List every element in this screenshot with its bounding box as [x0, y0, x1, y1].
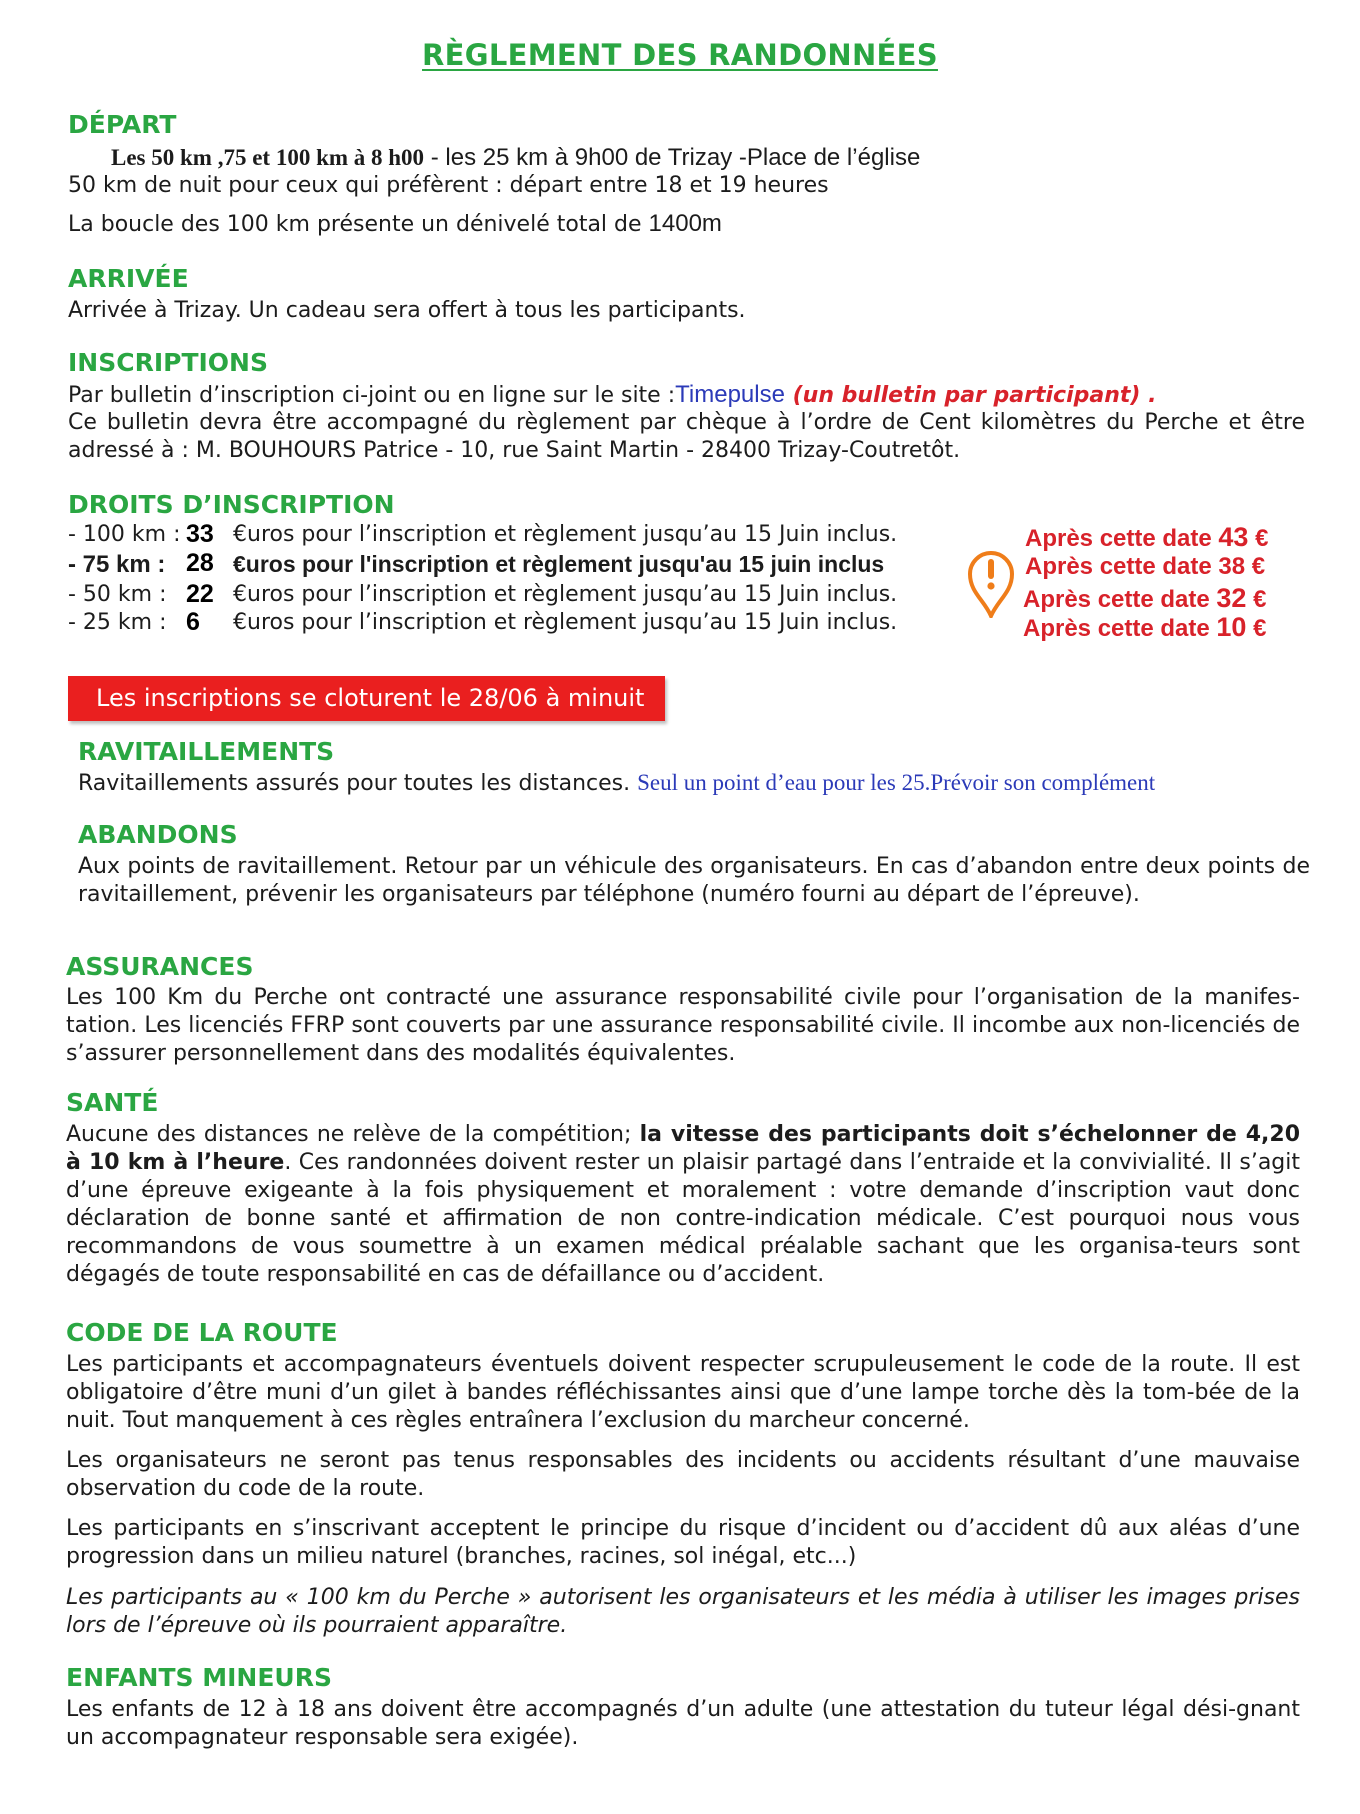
- section-heading-droits: DROITS D’INSCRIPTION: [68, 490, 395, 519]
- sante-speed-note: la vitesse des participants doit s’échelonner de 4,20 à 10 km à l’heure: [66, 1122, 1300, 1175]
- late-fee-currency: €: [1245, 553, 1266, 580]
- enfants-text: Les enfants de 12 à 18 ans doivent être accompagnés d’un adulte (une attestation du tuteur légal dési-gnant un accompagnateur responsable sera exigée).: [66, 1697, 1300, 1750]
- ravitaillements-water-note: Seul un point d’eau pour les 25.Prévoir son complément: [637, 770, 1156, 795]
- late-fee-currency: €: [1246, 586, 1267, 613]
- late-fee-currency: €: [1248, 525, 1269, 552]
- section-heading-abandons: ABANDONS: [78, 820, 238, 849]
- fee-distance: - 75 km :: [68, 551, 166, 578]
- section-heading-assurances: ASSURANCES: [66, 952, 254, 981]
- code-route-p3: Les participants en s’inscrivant acceptent le principe du risque d’incident ou d’accident dû aux aléas d’une progression dans un milieu naturel (branches, racines, sol inégal, etc...): [66, 1516, 1300, 1569]
- late-fee-label: Après cette date: [1023, 615, 1217, 642]
- depart-times-25km: - les 25 km à 9h00 de Trizay -Place de l’église: [424, 144, 921, 171]
- ravitaillements-text-main: Ravitaillements assurés pour toutes les distances.: [78, 771, 638, 796]
- depart-night: 50 km de nuit pour ceux qui préfèrent : départ entre 18 et 19 heures: [68, 173, 829, 198]
- fee-price: 22: [186, 580, 214, 608]
- code-route-p4: Les participants au « 100 km du Perche » autorisent les organisateurs et les média à utiliser les images prises lors de l’épreuve où ils pourraient apparaître.: [66, 1585, 1300, 1638]
- fee-distance: - 100 km :: [68, 522, 181, 547]
- code-route-p1: Les participants et accompagnateurs éventuels doivent respecter scrupuleusement le code de la route. Il est obligatoire d’être muni d’un gilet à bandes réfléchissantes ainsi que d’une lampe torche dès la tom-bée de la nuit. Tout manquement à ces règles entraînera l’exclusion du marcheur concerné.: [66, 1352, 1300, 1433]
- fee-row-100km: [68, 522, 948, 552]
- late-fee-75km: [1025, 553, 1295, 581]
- section-heading-inscriptions: INSCRIPTIONS: [68, 348, 268, 377]
- ravitaillements-text: [78, 769, 1155, 798]
- section-heading-arrivee: ARRIVÉE: [68, 264, 189, 293]
- late-fee-25km: [1023, 612, 1293, 643]
- late-fee-100km: [1025, 522, 1295, 553]
- fee-text: €uros pour l’inscription et règlement jusqu’au 15 Juin inclus.: [233, 610, 898, 635]
- deadline-banner: Les inscriptions se cloturent le 28/06 à minuit: [68, 676, 665, 721]
- inscriptions-line1: [68, 381, 1156, 410]
- fee-price: 28: [186, 549, 214, 577]
- late-fee-price: 10: [1216, 612, 1247, 642]
- exclamation-pin-icon: [966, 548, 1016, 618]
- assurances-text: Les 100 Km du Perche ont contracté une assurance responsabilité civile pour l’organisation de la manifes-tation. Les licenciés FFRP sont couverts par une assurance responsabilité civile. Il incombe aux non-licenciés de s’assurer personnellement dans des modalités équivalentes.: [66, 985, 1300, 1066]
- code-route-p2: Les organisateurs ne seront pas tenus responsables des incidents ou accidents résultant d’une mauvaise observation du code de la route.: [66, 1448, 1300, 1501]
- depart-elevation-text: La boucle des 100 km présente un dénivelé total de: [68, 212, 649, 237]
- section-heading-sante: SANTÉ: [66, 1088, 159, 1117]
- late-fee-price: 43: [1218, 522, 1249, 552]
- section-heading-enfants: ENFANTS MINEURS: [66, 1663, 332, 1692]
- fee-text: €uros pour l'inscription et règlement jusqu'au 15 juin inclus: [233, 551, 885, 577]
- page-title: RÈGLEMENT DES RANDONNÉES: [422, 38, 938, 72]
- inscriptions-line2: Ce bulletin devra être accompagné du règlement par chèque à l’ordre de Cent kilomètres du Perche et être adressé à : M. BOUHOURS Patrice - 10, rue Saint Martin - 28400 Trizay-Coutretôt.: [68, 410, 1305, 463]
- section-heading-depart: DÉPART: [68, 110, 177, 139]
- late-fee-label: Après cette date: [1025, 553, 1219, 580]
- depart-elevation: [68, 210, 722, 239]
- depart-times-main: Les 50 km ,75 et 100 km à 8 h00: [111, 145, 425, 170]
- abandons-text: Aux points de ravitaillement. Retour par un véhicule des organisateurs. En cas d’abandon entre deux points de ravitaillement, prévenir les organisateurs par téléphone (numéro fourni au départ de l’épreuve).: [78, 854, 1310, 907]
- fee-distance: - 25 km :: [68, 610, 167, 635]
- late-fee-label: Après cette date: [1023, 586, 1217, 613]
- depart-elevation-value: 1400m: [648, 210, 722, 237]
- section-heading-ravitaillements: RAVITAILLEMENTS: [78, 737, 335, 766]
- late-fee-price: 32: [1216, 583, 1247, 613]
- fee-row-25km: [68, 610, 948, 640]
- fee-text: €uros pour l’inscription et règlement jusqu’au 15 Juin inclus.: [233, 522, 898, 547]
- depart-times: [111, 144, 920, 172]
- fee-price: 33: [186, 520, 214, 548]
- sante-text-start: Aucune des distances ne relève de la compétition;: [66, 1122, 640, 1147]
- inscriptions-line1-text: Par bulletin d’inscription ci-joint ou en ligne sur le site :: [68, 383, 676, 408]
- timepulse-link[interactable]: Timepulse: [675, 381, 785, 408]
- fee-text: €uros pour l’inscription et règlement jusqu’au 15 Juin inclus.: [233, 582, 898, 607]
- arrivee-text: Arrivée à Trizay. Un cadeau sera offert à tous les participants.: [68, 298, 746, 323]
- sante-text-rest: . Ces randonnées doivent rester un plaisir partagé dans l’entraide et la convivialité. Il s’agit d’une épreuve exigeante à la fois physiquement et moralement : votre demande d’inscription vaut donc déclaration de bonne santé et affirmation de non contre-indication médicale. C’est pourquoi nous vous recommandons de vous soumettre à un examen médical préalable sachant que les organisa-teurs sont dégagés de toute responsabilité en cas de défaillance ou d’accident.: [66, 1150, 1301, 1287]
- inscriptions-note: (un bulletin par participant) .: [784, 383, 1157, 408]
- fee-row-50km: [68, 582, 948, 612]
- late-fee-price: 38: [1218, 553, 1246, 580]
- late-fee-label: Après cette date: [1025, 525, 1219, 552]
- fee-price: 6: [186, 608, 200, 636]
- sante-text: [66, 1121, 1300, 1289]
- late-fee-50km: [1023, 583, 1293, 614]
- section-heading-code-route: CODE DE LA ROUTE: [66, 1318, 338, 1347]
- fee-distance: - 50 km :: [68, 582, 167, 607]
- late-fee-currency: €: [1246, 615, 1267, 642]
- fee-row-75km: [68, 551, 948, 581]
